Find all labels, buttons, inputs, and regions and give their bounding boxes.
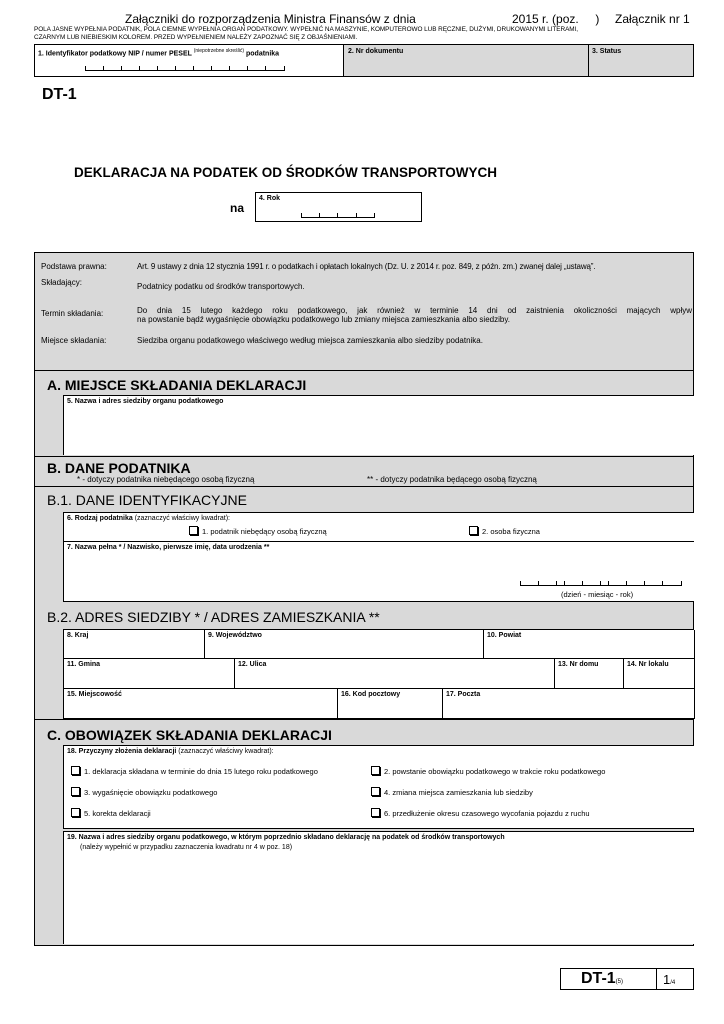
locality-field[interactable]: [64, 689, 338, 719]
deadline-text-2: na powstanie bądź wygaśnięcie obowiązku podatkowego lub zmiany miejsca zamieszkania albo siedziby.: [137, 315, 510, 324]
footer-page: 1: [663, 972, 671, 987]
address-grid: [63, 629, 694, 719]
footer-pages: /4: [670, 980, 676, 986]
reason-option-1-label: 1. deklaracja składana w terminie do dnia 15 lutego roku podatkowego: [84, 767, 318, 776]
footer-version: (5): [615, 979, 624, 985]
reason-option-4[interactable]: [371, 787, 533, 797]
section-b1-title: B.1. DANE IDENTYFIKACYJNE: [47, 492, 247, 508]
filers-label: Składający:: [41, 278, 82, 287]
municipality-field[interactable]: [64, 659, 235, 689]
year-prefix: na: [230, 201, 245, 215]
reason-option-4-label: 4. zmiana miejsca zamieszkania lub siedziby: [384, 788, 533, 797]
checkbox-icon[interactable]: [71, 787, 80, 796]
checkbox-icon[interactable]: [71, 808, 80, 817]
date-hint: (dzień - miesiąc - rok): [561, 590, 634, 599]
previous-office-hint: (należy wypełnić w przypadku zaznaczenia kwadratu nr 4 w poz. 18): [80, 844, 293, 851]
filers-text: Podatnicy podatku od środków transportowych.: [137, 282, 305, 291]
county-field[interactable]: [484, 630, 695, 659]
country-label: 8. Kraj: [67, 632, 89, 639]
full-name-label: 7. Nazwa pełna * / Nazwisko, pierwsze imię, data urodzenia **: [67, 544, 270, 551]
section-c-title: C. OBOWIĄZEK SKŁADANIA DEKLARACJI: [47, 727, 332, 743]
taxpayer-type-hint: (zaznaczyć właściwy kwadrat):: [134, 515, 230, 522]
birth-date-digit-boxes: [520, 580, 682, 586]
county-label: 10. Powiat: [487, 632, 522, 639]
full-name-field[interactable]: [63, 542, 694, 602]
nip-pesel-note: (niepotrzebne skreślić): [193, 48, 245, 54]
section-b-note-2: ** - dotyczy podatnika będącego osobą fizyczną: [367, 475, 537, 484]
form-title: DEKLARACJA NA PODATEK OD ŚRODKÓW TRANSPORTOWYCH: [74, 165, 498, 180]
form-code: DT-1: [42, 86, 77, 103]
reason-option-2[interactable]: [371, 766, 605, 776]
taxpayer-type-option-1[interactable]: [189, 526, 327, 536]
house-number-field[interactable]: [555, 659, 624, 689]
tax-office-label: 5. Nazwa i adres siedziby organu podatkowego: [67, 398, 224, 405]
taxpayer-type-option-2[interactable]: [469, 526, 540, 536]
street-field[interactable]: [235, 659, 555, 689]
checkbox-icon[interactable]: [371, 766, 380, 775]
section-a-title: A. MIEJSCE SKŁADANIA DEKLARACJI: [47, 377, 307, 393]
checkbox-icon[interactable]: [71, 766, 80, 775]
municipality-label: 11. Gmina: [67, 661, 101, 668]
section-b2-title: B.2. ADRES SIEDZIBY * / ADRES ZAMIESZKANIA **: [47, 609, 380, 625]
header-title: Załączniki do rozporządzenia Ministra Finansów z dnia: [125, 12, 416, 26]
top-fields: [34, 44, 694, 77]
header-year-note: 2015 r. (poz. ): [512, 12, 600, 26]
checkbox-icon[interactable]: [371, 787, 380, 796]
nip-pesel-field[interactable]: [35, 45, 344, 76]
reason-option-2-label: 2. powstanie obowiązku podatkowego w trakcie roku podatkowego: [384, 767, 606, 776]
street-label: 12. Ulica: [238, 661, 267, 668]
section-b-title: B. DANE PODATNIKA: [47, 460, 191, 476]
reason-option-1[interactable]: [71, 766, 318, 776]
locality-label: 15. Miejscowość: [67, 691, 122, 698]
checkbox-icon[interactable]: [469, 526, 478, 535]
place-text: Siedziba organu podatkowego właściwego według miejsca zamieszkania albo siedziby podatnika.: [137, 336, 483, 345]
reasons-hint: (zaznaczyć właściwy kwadrat):: [178, 748, 274, 755]
postal-code-field[interactable]: [338, 689, 443, 719]
country-field[interactable]: [64, 630, 205, 659]
header-annex: Załącznik nr 1: [615, 12, 690, 26]
status-label: 3. Status: [592, 48, 622, 55]
taxpayer-type-field: [63, 512, 694, 542]
year-field[interactable]: [255, 192, 422, 222]
place-label: Miejsce składania:: [41, 336, 107, 345]
nip-digit-boxes: [85, 65, 285, 71]
section-b: [34, 457, 694, 720]
voivodeship-label: 9. Województwo: [208, 632, 262, 639]
taxpayer-type-option-1-label: 1. podatnik niebędący osobą fizyczną: [202, 527, 327, 536]
reasons-label: 18. Przyczyny złożenia deklaracji: [67, 748, 177, 755]
postal-code-label: 16. Kod pocztowy: [341, 691, 401, 698]
info-block: [34, 252, 694, 371]
instruction-line-1: POLA JASNE WYPEŁNIA PODATNIK, POLA CIEMNE WYPEŁNIA ORGAN PODATKOWY. WYPEŁNIĆ NA MASZYNIE, KOMPUTEROWO LUB RĘCZNIE, DUŻYMI, DRUKOWANYMI LITERAMI,: [34, 26, 579, 33]
house-number-label: 13. Nr domu: [558, 661, 599, 668]
apartment-number-field[interactable]: [624, 659, 695, 689]
footer-code: DT-1: [581, 970, 616, 987]
tax-office-field[interactable]: [63, 395, 694, 455]
reason-option-5[interactable]: [71, 808, 151, 818]
year-label: 4. Rok: [259, 195, 281, 202]
section-a: [34, 371, 694, 457]
reason-option-3[interactable]: [71, 787, 217, 797]
taxpayer-type-option-2-label: 2. osoba fizyczna: [482, 527, 540, 536]
apartment-number-label: 14. Nr lokalu: [627, 661, 669, 668]
nip-pesel-label: 1. Identyfikator podatkowy NIP / numer PESEL: [38, 50, 192, 58]
voivodeship-field[interactable]: [205, 630, 484, 659]
year-digit-boxes: [301, 212, 375, 218]
previous-office-field[interactable]: [63, 831, 694, 944]
taxpayer-type-label: 6. Rodzaj podatnika: [67, 515, 133, 522]
instruction-line-2: CZARNYM LUB NIEBIESKIM KOLOREM. PRZED WYPEŁNIENIEM NALEŻY ZAPOZNAĆ SIĘ Z OBJAŚNIENIAMI.: [34, 33, 358, 41]
basis-text: Art. 9 ustawy z dnia 12 stycznia 1991 r. o podatkach i opłatach lokalnych (Dz. U. z 2014 r. poz. 849, z późn. zm.) zwanej dalej „ustawą”.: [137, 262, 596, 271]
reasons-field: [63, 745, 694, 829]
checkbox-icon[interactable]: [371, 808, 380, 817]
reason-option-6-label: 6. przedłużenie okresu czasowego wycofania pojazdu z ruchu: [384, 809, 590, 818]
footer-code-box: [560, 968, 694, 990]
section-b-note-1: * - dotyczy podatnika niebędącego osobą fizyczną: [77, 475, 255, 484]
previous-office-label: 19. Nazwa i adres siedziby organu podatkowego, w którym poprzednio składano deklarację na podatek od środków transportowych: [67, 834, 505, 841]
checkbox-icon[interactable]: [189, 526, 198, 535]
reason-option-6[interactable]: [371, 808, 590, 818]
deadline-text-1: Do dnia 15 lutego każdego roku podatkowego, jak również w terminie 14 dni od zaistnienia okoliczności mających wpływ: [137, 306, 692, 315]
doc-number-label: 2. Nr dokumentu: [348, 48, 404, 55]
basis-label: Podstawa prawna:: [41, 262, 107, 271]
nip-pesel-suffix: podatnika: [246, 50, 280, 58]
post-office-field[interactable]: [443, 689, 695, 719]
deadline-label: Termin składania:: [41, 309, 104, 318]
reason-option-3-label: 3. wygaśnięcie obowiązku podatkowego: [84, 788, 218, 797]
section-c: [34, 720, 694, 946]
reason-option-5-label: 5. korekta deklaracji: [84, 809, 151, 818]
post-office-label: 17. Poczta: [446, 691, 481, 698]
